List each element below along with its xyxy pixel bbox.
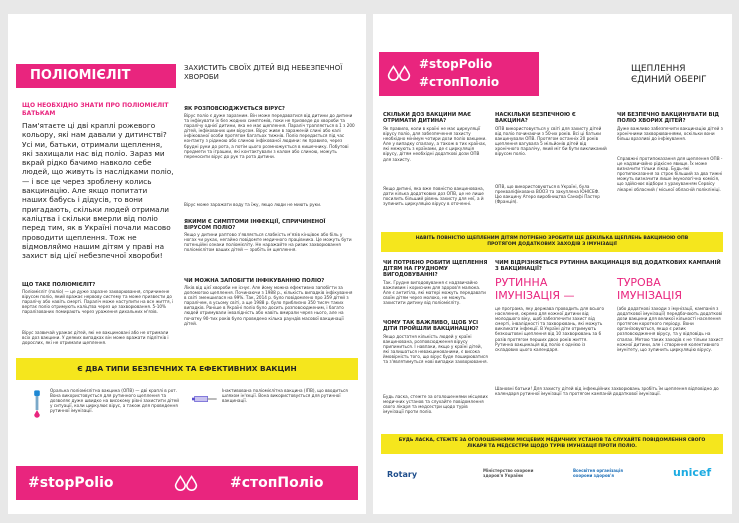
left-q2: ЯК РОЗПОВСЮДЖУЄТЬСЯ ВІРУС? [184,106,285,112]
right-a2: ОПВ використовується у світі для захисту дітей від поліо починаючи з 50-их років. Всі ці батьки вакцинували ОПВ. Протягом останніх 20 років щеплення вагувала 5 мільйонів дітей від хронічного паралічу, який міг би бути викликаний вірусом поліо. [495,126,607,157]
right-q1: СКІЛЬКИ ДОЗ ВАКЦИНИ МАЄ ОТРИМАТИ ДИТИНА? [383,112,471,124]
left-a1b: Вірус зазвичай уражає дітей, які не вакциновані або не отримали всіх доз вакцини. У деяких випадках він може вражати підлітків і дорослих, які не отримали щеплення. [22,330,169,346]
right-a5: Якщо достатня кількість людей у країні вакцинована, розповсюдження вірусу припиниться. І навпаки, якщо у країні дітей, які залишаться невакцинованими, є висока ймовірність того, що вірус буде поширюватися та з'являтимуться нові випадки захворювання. [383,334,488,365]
right-q2: НАСКІЛЬКИ БЕЗПЕЧНОЮ Є ВАКЦИНА? [495,112,576,124]
right-hash-ua: #стопПоліо [419,75,500,89]
left-footer-bar [16,466,358,500]
left-footer-hash-en: #stopPolio [28,475,114,491]
left-intro: Пам'ятаєте ці дві краплі рожевого кольору, які нам давали у дитинстві? Усі ми, батьки, отримали щеплення, які захищали нас від поліо. Зараз ми вкрай рідко бачимо навколо себе людей, що живуть із наслідками поліо, — і все це через зроблену колись вакцинацію. Але якщо попитати наших бабусь і дідусів, то вони пригадають, скільки людей отримали каліцтва і скільки вмерли від поліо перед тим, як в Україні почали масово проводити щеплення. Тож не відмовляймо нашим дітям у праві на захист від цієї небезпечної хвороби! [22,121,174,261]
tour-immunization-heading: ТУРОВА ІМУНІЗАЦІЯ [617,276,682,302]
vaccine-opv-text: Оральна поліомієлітна вакцина (ОПВ) — дві краплі в рот. Вона використовується для рутинного щеплення та дозволяє дуже швидко на високому рівні захистити дітей у ситуації, коли циркулює вірус, а також для проведення рутинної імунізації. [50,388,179,414]
right-a4: Так. Грудне вигодовування є надзвичайно важливим і корисним для здоров'я малюка. Але є антитіла, які матері можуть передавати своїм дітям через молоко, не можуть захистити дитину від поліомієліту. [383,280,486,306]
right-a3b: Справжні протипоказання для щеплення ОПВ - це надзвичайно рідкісне явище. Їх може визначити тільки лікар. Будь-які протипоказання за строк більший за два тижні можуть визначити лише імунологічна комісія, що здійснює відбори з урахуванням Сервісу лікарні обласний / міської обласній поліклініці. [617,156,723,192]
right-hashtag-bar [379,52,539,96]
right-q4: ЧИ ПОТРІБНО РОБИТИ ЩЕПЛЕННЯ ДІТЯМ НА ГРУДНОМУ ВИГОДОВУВАННІ? [383,260,488,278]
right-yellow-banner-2: БУДЬ ЛАСКА, СТЕЖТЕ ЗА ОГОЛОШЕННЯМИ МІСЦЕВИХ МЕДИЧНИХ УСТАНОВ ТА СЛУХАЙТЕ ПОВІДОМЛЕННЯ СВОГО ЛІКАРЯ ТА МЕДСЕСТРИ ЩОДО ТУРІВ ІМУНІЗАЦІЇ ПРОТИ ПОЛІО. [381,434,723,454]
right-page [373,14,732,514]
left-page [8,14,366,514]
left-title-bar [16,64,176,88]
drops-logo-icon [387,65,411,81]
right-a2b: ОПВ, що використовуються в Україні, була прекваліфікована ВООЗ та закуплена ЮНІСЕФ. Цю вакцину Атеро виробництва Санофі Пастер (Франція). [495,184,600,205]
left-q4: ЧИ МОЖНА ЗАПОБІГТИ ІНФІКУВАННЮ ПОЛІО? [184,278,325,284]
right-q5: ЧОМУ ТАК ВАЖЛИВО, ЩОБ УСІ ДІТИ ПРОЙШЛИ ВАКЦИНАЦІЮ? [383,320,479,332]
left-a3: Якщо у дитини раптово з'являється слабкість м'язів кінцівок або біль у ногах чи руках, негайно повідомте медичного працівника. Це можуть бути потенційні ознаки поліомієліту. Не наражайте на ризик захворювання поліомієлітом ваших дітей — зробіть їм щеплення. [184,232,352,253]
left-a2: Вірус поліо є дуже заразним. Він може передаватися від дитини до дитини та інфікувати їх без жодних симптомів, поки не призведе до хвороби та паралічу однієї дитини, яка не має щеплення. Параліч трапляється в 1 з 200 дітей, інфікованих цим вірусом. Вірус живе в зараженій слині або калі інфікованої особи протягом багатьох тижнів. Поліо передається під час контакту з рідиною або слиною інфікованої людини: як правило, через брудні руки до рота, а потім цього розмножується в кишечнику. Побутові предмети та іграшки, які контактували з калом або слиною, можуть переносити вірус до рук та рота дитини. [184,113,355,159]
left-q1: ЩО ТАКЕ ПОЛІОМІЄЛІТ? [22,282,96,288]
routine-immunization-heading: РУТИННА ІМУНІЗАЦІЯ — [495,276,575,302]
unicef-logo: unicef [673,466,712,479]
right-a5b: Будь ласка, стежте за оголошеннями місцевих медичних установ та слухайте повідомлення свого лікаря та медсестри щодо турів імунізації проти поліо. [383,394,488,415]
vaccine-types-banner: Є ДВА ТИПИ БЕЗПЕЧНИХ ТА ЕФЕКТИВНИХ ВАКЦИН [16,358,358,380]
right-q6: ЧИМ ВІДРІЗНЯЄТЬСЯ РУТИННА ВАКЦИНАЦІЯ ВІД ДОДАТКОВИХ КАМПАНІЙ З ВАКЦИНАЦІЇ? [495,260,721,272]
right-yellow-banner-1: НАВІТЬ ПОВНІСТЮ ЩЕПЛЕНИМ ДІТЯМ ПОТРІБНО ЗРОБИТИ ЩЕ ДЕКІЛЬКА ЩЕПЛЕНЬ ВАКЦИНОЮ ОПВ ПРОТЯГОМ ДОДАТКОВИХ ЗАХОДІВ З ІМУНІЗАЦІЇ [381,232,723,252]
right-a3: Дуже важливо забезпечити вакцинацію дітей з хронічними захворюваннями, оскільки вони більш вразливі до інфікування. [617,126,723,142]
moh-logo: Міністерство охорони здоров'я України [483,468,534,478]
left-footer-hash-ua: #стопПоліо [230,475,324,491]
routine-immunization-text: це програма, яку держава проводить для всього населення, окремо для кожної дитини від молодшого віку, щоб забезпечити захист від смерті, інвалідності та захворювань, які можуть викликати інфекції. В Україні діти отримують безкоштовні щеплення від 10 захворювань за 6 разів протягом перших двох років життя. Рутинна вакцинація від поліо є однією із складових цього календаря. [495,306,605,352]
right-q3: ЧИ БЕЗПЕЧНО ВАКЦИНУВАТИ ВІД ПОЛІО ХВОРИХ ДІТЕЙ? [617,112,720,124]
left-subtitle: ЩО НЕОБХІДНО ЗНАТИ ПРО ПОЛІОМІЄЛІТ БАТЬКАМ [22,102,169,117]
left-a2b: Вірус може заражати воду та їжу, якщо люди не миють руки. [184,202,322,207]
vaccine-ipv-text: Інактивована поліомієлітна вакцина (ІПВ), що вводиться шляхом ін'єкції. Вона використовується для рутинної вакцинації. [222,388,348,404]
right-hash-en: #stopPolio [419,57,493,71]
right-a1: Як правило, коли в країні не має циркуляції вірусу поліо, для забезпечення захисту необхідно мінімум чотири дози поліо вакцини. Але у випадку спалаху, а також в тих країнах, які межують з країнами, де є циркуляція вірусу, дітям необхідні додаткові дози ОПВ для захисту. [383,126,487,162]
right-a1b: Якщо дитині, яка вже повністю вакцинована, дати кілька додаткових доз ОПВ, це не лише посилить більший рівень захисту для неї, а й зупинить циркуляцію вірусу в оточенні. [383,186,485,207]
dropper-icon [30,388,44,418]
who-logo: Всесвітня організація охорони здоров'я [573,468,623,478]
rotary-logo: Rotary [387,470,418,479]
left-title: ПОЛІОМІЄЛІТ [30,68,131,83]
syringe-icon [192,392,218,406]
left-a4: Ліків від цієї хвороби не існує. Але йому можна ефективно запобігти за допомогою щеплення. Починаючи з 1988 р., кількість випадків інфікування в світі зменшилася на 99%. Так, 2014 р. було повідомлено про 359 дітей з паралічем, в усьому світі, а ще 1988 р. було приблизно 350 тисяч таких випадків. Раніше в Україні поліо було досить розповсюдженим, і багато людей отримували інвалідність або навіть вмирали через нього, але на початку 90-тих років було проведено кілька раундів масової вакцинації дітей. [184,285,353,326]
parents-appeal: Шановні батьки! Для захисту дітей від інфекційних захворювань зробіть їм щеплення відповідно до календаря рутинної імунізації та протягом кампаній додаткової імунізації. [495,386,719,397]
drops-logo-icon [174,475,198,491]
left-q3: ЯКИМИ Є СИМПТОМИ ІНФЕКЦІЇ, СПРИЧИНЕНОЇ ВІРУСОМ ПОЛІО? [184,219,326,231]
tour-immunization-text: (або додаткові заходи з імунізації, кампанія з додаткової імунізації) передбачають додаткові дози вакцини для великої кількості населення протягом короткого періоду. Вони організовуються, якщо є ризик розповсюдження вірусу, та у відповідь на спалах. Метою таких заходів є не тільки захист кожної дитини, але і створення колективного імунітету, що зупинить циркуляцію вірусу. [617,306,724,352]
left-col2-title: ЗАХИСТИТЬ СВОЇХ ДІТЕЙ ВІД НЕБЕЗПЕЧНОЇ ХВОРОБИ [184,64,343,81]
left-a1: Поліомієліт (поліо) — це дуже заразне захворювання, спричинене вірусом поліо, який вражає нервову систему та може призвести до паралічу або навіть смерті. Параліч може наступити на все життя, і вертає поліо отримують каліцтва через це захворювання. 5-10% паралізованих помирають через ураження дихальних м'язів. [22,289,174,315]
right-title: ЩЕПЛЕННЯ ЄДИНИЙ ОБЕРІГ [631,64,707,85]
